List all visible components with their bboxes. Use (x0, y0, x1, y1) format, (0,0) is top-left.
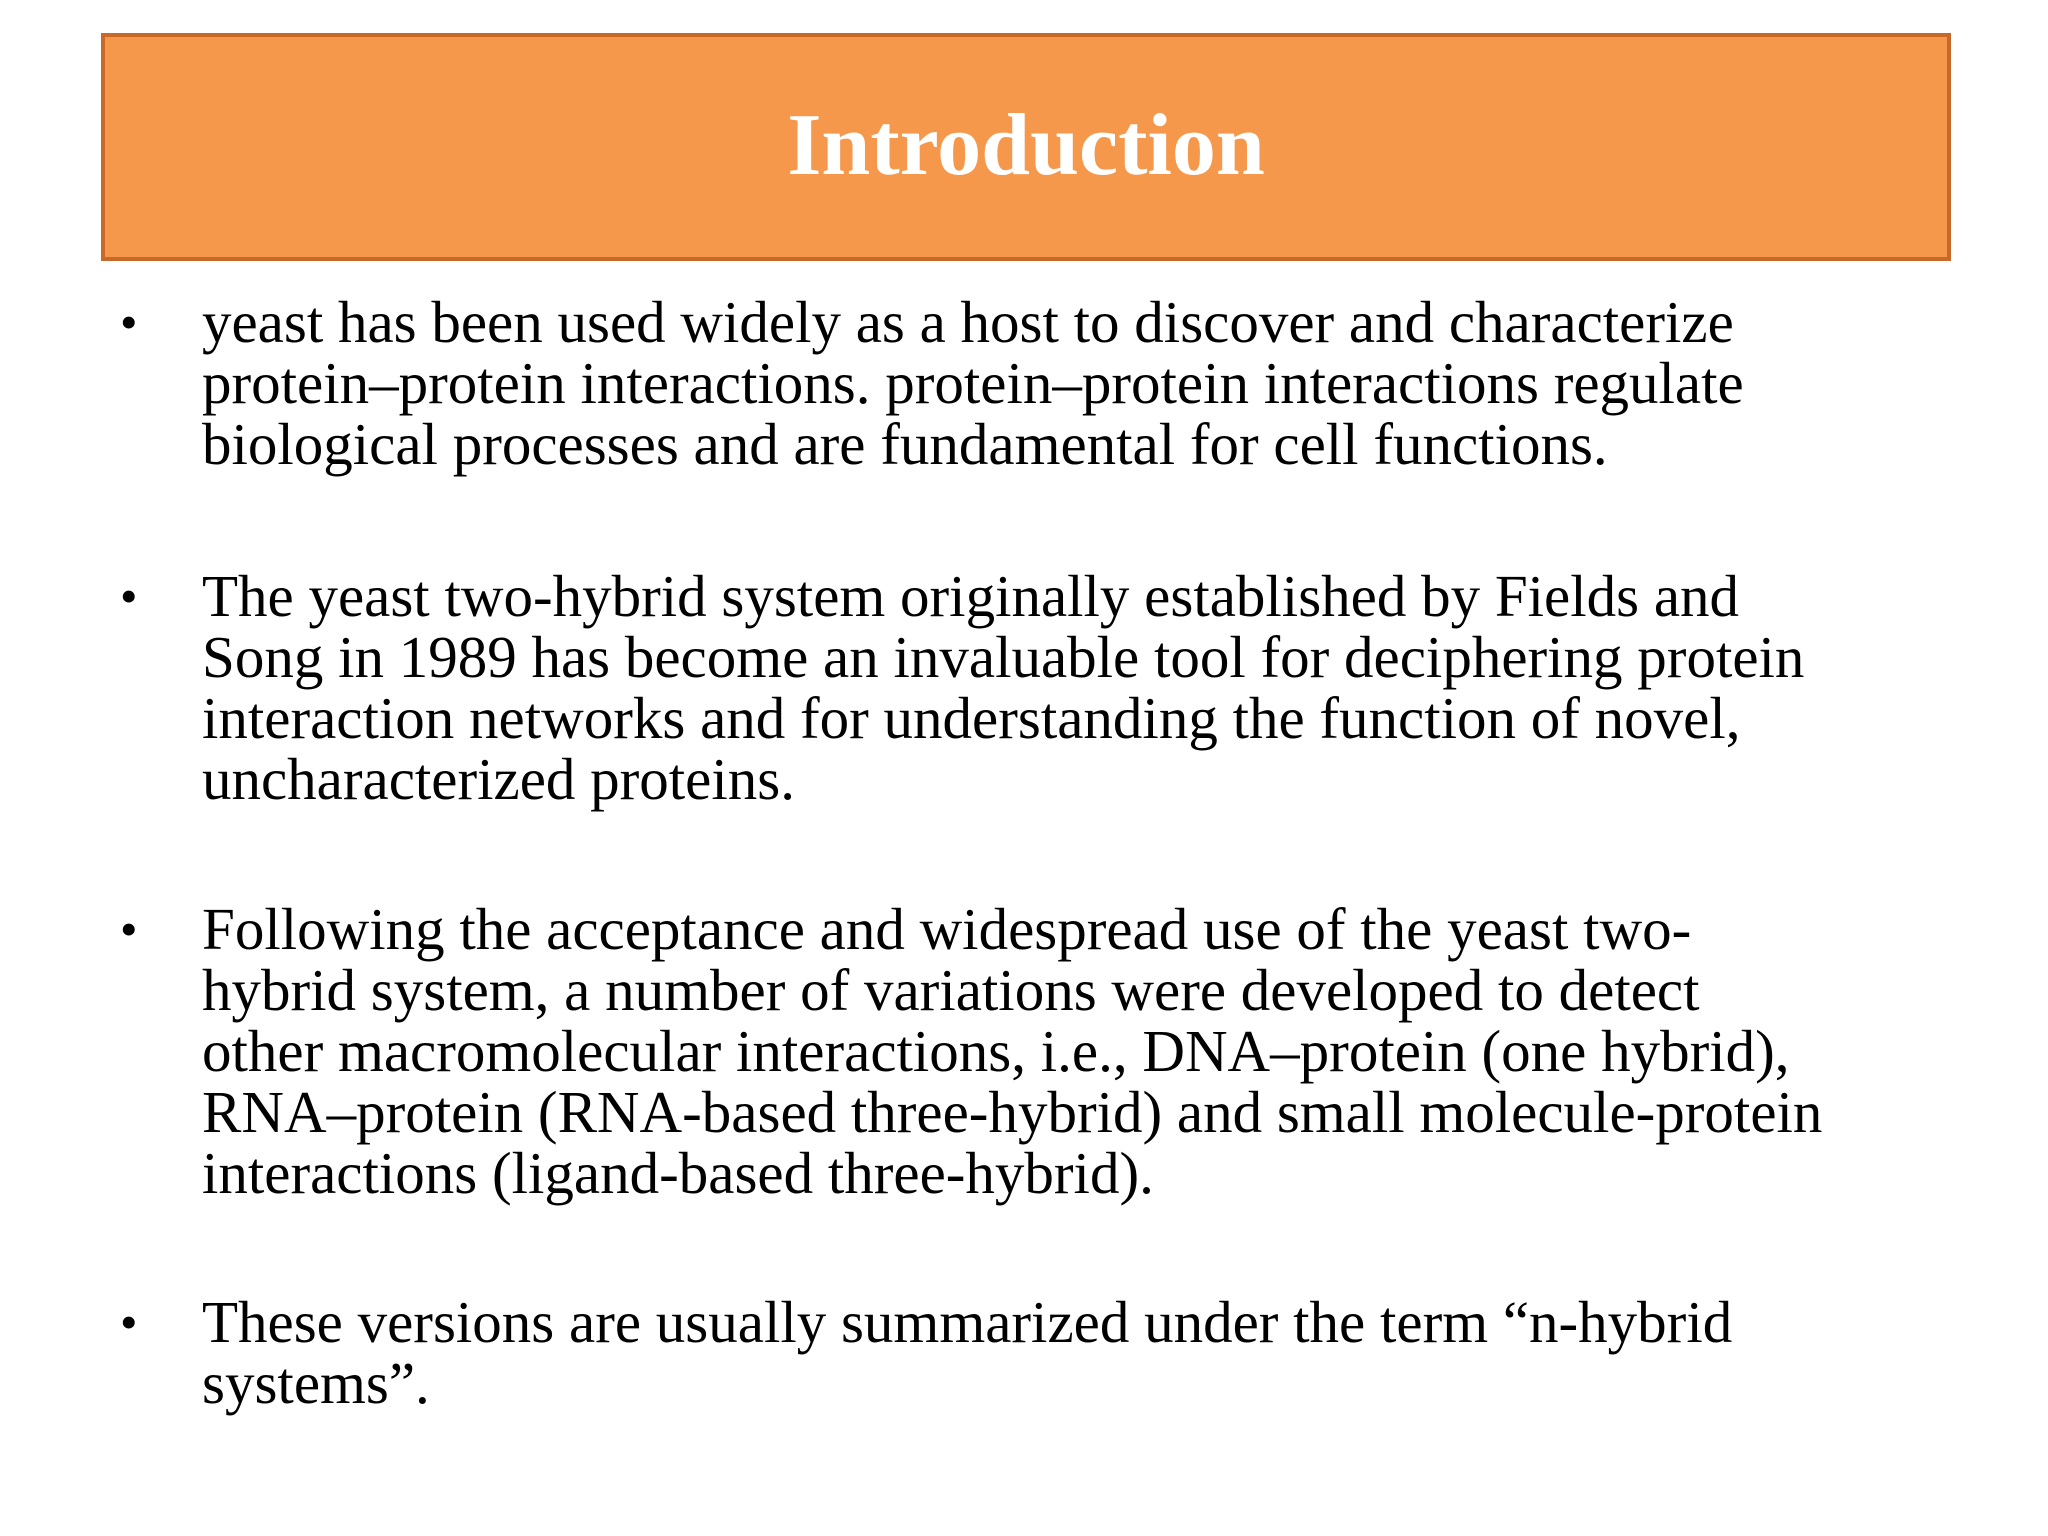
bullet-dot-icon: • (120, 1294, 138, 1350)
bullet-item-2 (120, 563, 1950, 812)
bullet-line: yeast has been used widely as a host to discover and characterize (202, 289, 1734, 355)
bullet-line: interactions (ligand-based three-hybrid). (202, 1140, 1154, 1206)
bullet-line: biological processes and are fundamental for cell functions. (202, 411, 1608, 477)
bullet-dot-icon: • (120, 568, 138, 624)
bullet-dot-icon: • (120, 901, 138, 957)
bullet-list (120, 289, 1950, 1416)
bullet-item-1 (120, 289, 1950, 477)
bullet-line: These versions are usually summarized under the term “n-hybrid (202, 1289, 1733, 1355)
bullet-line: RNA–protein (RNA-based three-hybrid) and small molecule-protein (202, 1079, 1823, 1145)
bullet-line: other macromolecular interactions, i.e., DNA–protein (one hybrid), (202, 1018, 1790, 1084)
bullet-line: interaction networks and for understanding the function of novel, (202, 685, 1741, 751)
bullet-line: The yeast two-hybrid system originally established by Fields and (202, 563, 1740, 629)
bullet-line: systems”. (202, 1350, 430, 1416)
bullet-item-4 (120, 1289, 1950, 1416)
title-banner (101, 33, 1951, 261)
bullet-line: hybrid system, a number of variations were developed to detect (202, 957, 1700, 1023)
bullet-dot-icon: • (120, 294, 138, 350)
bullet-line: Following the acceptance and widespread use of the yeast two- (202, 896, 1692, 962)
bullet-line: protein–protein interactions. protein–protein interactions regulate (202, 350, 1744, 416)
bullet-line: Song in 1989 has become an invaluable tool for deciphering protein (202, 624, 1805, 690)
bullet-line: uncharacterized proteins. (202, 746, 795, 812)
slide-title: Introduction (787, 97, 1265, 194)
bullet-item-3 (120, 896, 1950, 1206)
